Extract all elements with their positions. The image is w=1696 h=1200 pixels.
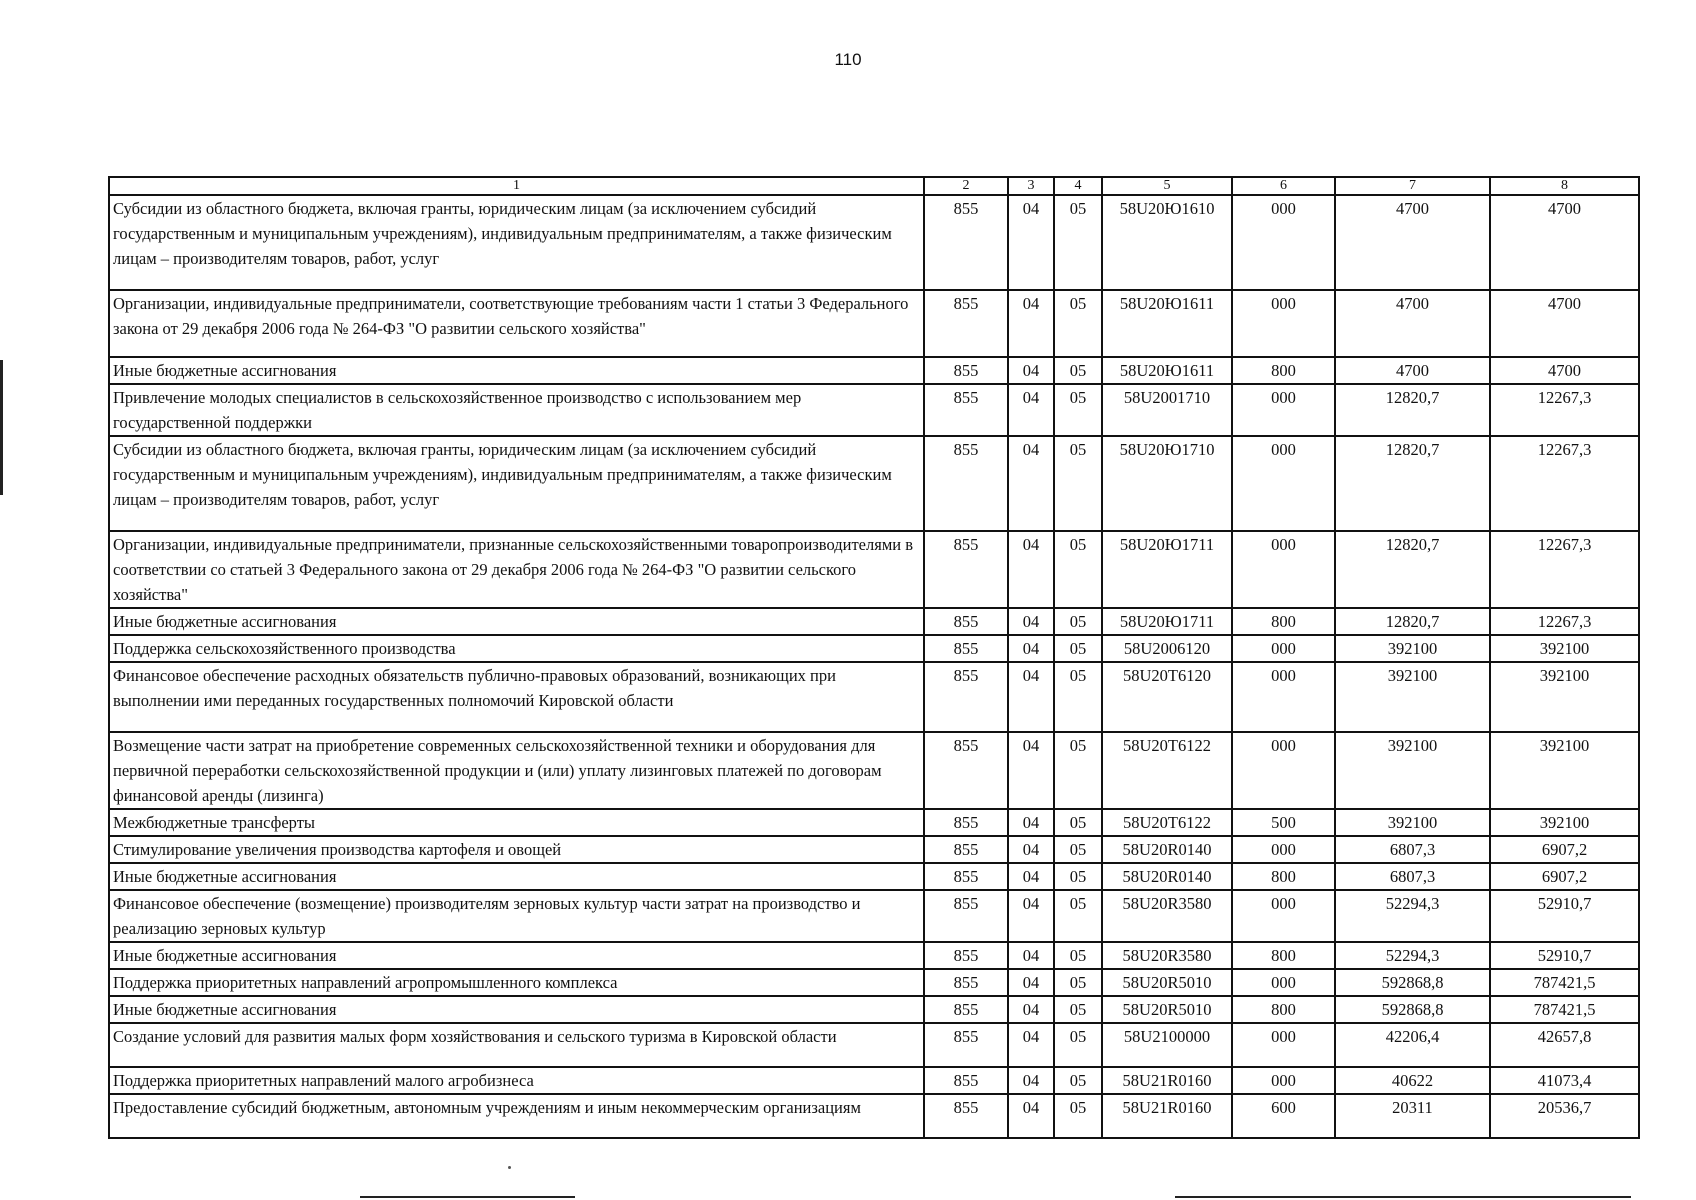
amount-year-2: 41073,4 xyxy=(1490,1067,1639,1094)
amount-year-1: 392100 xyxy=(1335,809,1490,836)
amount-year-1: 4700 xyxy=(1335,290,1490,357)
expense-type-code: 000 xyxy=(1232,1067,1335,1094)
expense-type-code: 800 xyxy=(1232,357,1335,384)
subsection-code: 05 xyxy=(1054,996,1102,1023)
subsection-code: 05 xyxy=(1054,836,1102,863)
row-name: Возмещение части затрат на приобретение современных сельскохозяйственной техники и оборудования для первичной переработки сельскохозяйственной продукции и (или) уплату лизинговых платежей по договорам финансовой аренды (лизинга) xyxy=(109,732,924,809)
table-row xyxy=(109,732,1639,809)
target-article-code: 58U20R5010 xyxy=(1102,996,1232,1023)
table-row xyxy=(109,1023,1639,1067)
ministry-code: 855 xyxy=(924,836,1008,863)
expense-type-code: 000 xyxy=(1232,635,1335,662)
subsection-code: 05 xyxy=(1054,969,1102,996)
expense-type-code: 000 xyxy=(1232,969,1335,996)
row-name: Иные бюджетные ассигнования xyxy=(109,996,924,1023)
amount-year-1: 6807,3 xyxy=(1335,863,1490,890)
ministry-code: 855 xyxy=(924,635,1008,662)
amount-year-1: 12820,7 xyxy=(1335,608,1490,635)
table-row xyxy=(109,662,1639,732)
column-header: 5 xyxy=(1102,177,1232,195)
table-row xyxy=(109,608,1639,635)
amount-year-2: 12267,3 xyxy=(1490,531,1639,608)
table-row xyxy=(109,1067,1639,1094)
amount-year-1: 392100 xyxy=(1335,662,1490,732)
amount-year-2: 4700 xyxy=(1490,195,1639,290)
ministry-code: 855 xyxy=(924,969,1008,996)
amount-year-2: 392100 xyxy=(1490,635,1639,662)
section-code: 04 xyxy=(1008,809,1054,836)
ministry-code: 855 xyxy=(924,1067,1008,1094)
section-code: 04 xyxy=(1008,531,1054,608)
target-article-code: 58U20R0140 xyxy=(1102,836,1232,863)
target-article-code: 58U20Ю1611 xyxy=(1102,290,1232,357)
column-header: 1 xyxy=(109,177,924,195)
section-code: 04 xyxy=(1008,436,1054,531)
amount-year-1: 52294,3 xyxy=(1335,890,1490,942)
ministry-code: 855 xyxy=(924,996,1008,1023)
amount-year-2: 12267,3 xyxy=(1490,384,1639,436)
row-name: Стимулирование увеличения производства картофеля и овощей xyxy=(109,836,924,863)
section-code: 04 xyxy=(1008,863,1054,890)
amount-year-2: 20536,7 xyxy=(1490,1094,1639,1138)
expense-type-code: 000 xyxy=(1232,732,1335,809)
row-name: Иные бюджетные ассигнования xyxy=(109,863,924,890)
expense-type-code: 000 xyxy=(1232,836,1335,863)
ministry-code: 855 xyxy=(924,531,1008,608)
row-name: Иные бюджетные ассигнования xyxy=(109,357,924,384)
expense-type-code: 800 xyxy=(1232,608,1335,635)
table-row xyxy=(109,635,1639,662)
ministry-code: 855 xyxy=(924,608,1008,635)
subsection-code: 05 xyxy=(1054,732,1102,809)
section-code: 04 xyxy=(1008,608,1054,635)
expense-type-code: 000 xyxy=(1232,531,1335,608)
column-header: 8 xyxy=(1490,177,1639,195)
amount-year-1: 392100 xyxy=(1335,635,1490,662)
amount-year-1: 4700 xyxy=(1335,195,1490,290)
expense-type-code: 000 xyxy=(1232,662,1335,732)
table-row xyxy=(109,436,1639,531)
row-name: Субсидии из областного бюджета, включая гранты, юридическим лицам (за исключением субсидий государственным и муниципальным учреждениям), индивидуальным предпринимателям, а также физическим лицам – производителям товаров, работ, услуг xyxy=(109,436,924,531)
table-row xyxy=(109,290,1639,357)
expense-type-code: 000 xyxy=(1232,384,1335,436)
table-row xyxy=(109,1094,1639,1138)
section-code: 04 xyxy=(1008,732,1054,809)
amount-year-1: 592868,8 xyxy=(1335,969,1490,996)
target-article-code: 58U20Ю1711 xyxy=(1102,531,1232,608)
ministry-code: 855 xyxy=(924,436,1008,531)
expense-type-code: 000 xyxy=(1232,195,1335,290)
row-name: Привлечение молодых специалистов в сельскохозяйственное производство с использованием мер государственной поддержки xyxy=(109,384,924,436)
amount-year-1: 40622 xyxy=(1335,1067,1490,1094)
amount-year-2: 6907,2 xyxy=(1490,863,1639,890)
ministry-code: 855 xyxy=(924,1094,1008,1138)
row-name: Поддержка приоритетных направлений агропромышленного комплекса xyxy=(109,969,924,996)
target-article-code: 58U20Т6122 xyxy=(1102,809,1232,836)
ministry-code: 855 xyxy=(924,890,1008,942)
expense-type-code: 000 xyxy=(1232,436,1335,531)
target-article-code: 58U2100000 xyxy=(1102,1023,1232,1067)
row-name: Финансовое обеспечение (возмещение) производителям зерновых культур части затрат на производство и реализацию зерновых культур xyxy=(109,890,924,942)
amount-year-2: 392100 xyxy=(1490,662,1639,732)
subsection-code: 05 xyxy=(1054,195,1102,290)
row-name: Иные бюджетные ассигнования xyxy=(109,608,924,635)
amount-year-1: 6807,3 xyxy=(1335,836,1490,863)
section-code: 04 xyxy=(1008,836,1054,863)
amount-year-2: 42657,8 xyxy=(1490,1023,1639,1067)
table-row xyxy=(109,863,1639,890)
target-article-code: 58U20Т6122 xyxy=(1102,732,1232,809)
column-header-row xyxy=(109,177,1639,195)
amount-year-1: 42206,4 xyxy=(1335,1023,1490,1067)
target-article-code: 58U20R0140 xyxy=(1102,863,1232,890)
target-article-code: 58U20Ю1610 xyxy=(1102,195,1232,290)
expense-type-code: 800 xyxy=(1232,863,1335,890)
amount-year-2: 4700 xyxy=(1490,290,1639,357)
amount-year-2: 12267,3 xyxy=(1490,608,1639,635)
table-row xyxy=(109,996,1639,1023)
amount-year-1: 20311 xyxy=(1335,1094,1490,1138)
expense-type-code: 600 xyxy=(1232,1094,1335,1138)
subsection-code: 05 xyxy=(1054,635,1102,662)
ministry-code: 855 xyxy=(924,357,1008,384)
table-row xyxy=(109,809,1639,836)
budget-table xyxy=(108,176,1640,1139)
row-name: Финансовое обеспечение расходных обязательств публично-правовых образований, возникающих при выполнении ими переданных государственных полномочий Кировской области xyxy=(109,662,924,732)
expense-type-code: 800 xyxy=(1232,996,1335,1023)
amount-year-1: 12820,7 xyxy=(1335,436,1490,531)
row-name: Иные бюджетные ассигнования xyxy=(109,942,924,969)
ministry-code: 855 xyxy=(924,863,1008,890)
ministry-code: 855 xyxy=(924,732,1008,809)
ministry-code: 855 xyxy=(924,195,1008,290)
target-article-code: 58U20R3580 xyxy=(1102,890,1232,942)
subsection-code: 05 xyxy=(1054,1023,1102,1067)
table-row xyxy=(109,836,1639,863)
ministry-code: 855 xyxy=(924,809,1008,836)
table-row xyxy=(109,357,1639,384)
subsection-code: 05 xyxy=(1054,662,1102,732)
scan-speck xyxy=(508,1166,511,1169)
section-code: 04 xyxy=(1008,942,1054,969)
ministry-code: 855 xyxy=(924,384,1008,436)
column-header: 3 xyxy=(1008,177,1054,195)
expense-type-code: 000 xyxy=(1232,290,1335,357)
section-code: 04 xyxy=(1008,996,1054,1023)
row-name: Поддержка сельскохозяйственного производства xyxy=(109,635,924,662)
section-code: 04 xyxy=(1008,662,1054,732)
subsection-code: 05 xyxy=(1054,290,1102,357)
table-row xyxy=(109,531,1639,608)
row-name: Субсидии из областного бюджета, включая гранты, юридическим лицам (за исключением субсидий государственным и муниципальным учреждениям), индивидуальным предпринимателям, а также физическим лицам – производителям товаров, работ, услуг xyxy=(109,195,924,290)
amount-year-2: 392100 xyxy=(1490,732,1639,809)
target-article-code: 58U20Ю1711 xyxy=(1102,608,1232,635)
amount-year-1: 392100 xyxy=(1335,732,1490,809)
section-code: 04 xyxy=(1008,195,1054,290)
row-name: Межбюджетные трансферты xyxy=(109,809,924,836)
amount-year-1: 12820,7 xyxy=(1335,384,1490,436)
subsection-code: 05 xyxy=(1054,863,1102,890)
amount-year-2: 52910,7 xyxy=(1490,890,1639,942)
table-row xyxy=(109,942,1639,969)
expense-type-code: 800 xyxy=(1232,942,1335,969)
subsection-code: 05 xyxy=(1054,809,1102,836)
target-article-code: 58U20Ю1710 xyxy=(1102,436,1232,531)
column-header: 4 xyxy=(1054,177,1102,195)
subsection-code: 05 xyxy=(1054,531,1102,608)
target-article-code: 58U20R3580 xyxy=(1102,942,1232,969)
ministry-code: 855 xyxy=(924,290,1008,357)
row-name: Поддержка приоритетных направлений малого агробизнеса xyxy=(109,1067,924,1094)
section-code: 04 xyxy=(1008,1067,1054,1094)
expense-type-code: 000 xyxy=(1232,890,1335,942)
amount-year-2: 787421,5 xyxy=(1490,996,1639,1023)
target-article-code: 58U21R0160 xyxy=(1102,1094,1232,1138)
target-article-code: 58U20Ю1611 xyxy=(1102,357,1232,384)
row-name: Организации, индивидуальные предприниматели, признанные сельскохозяйственными товаропроизводителями в соответствии со статьей 3 Федерального закона от 29 декабря 2006 года № 264-ФЗ "О развитии сельского хозяйства" xyxy=(109,531,924,608)
table-row xyxy=(109,384,1639,436)
amount-year-1: 592868,8 xyxy=(1335,996,1490,1023)
section-code: 04 xyxy=(1008,1094,1054,1138)
column-header: 6 xyxy=(1232,177,1335,195)
subsection-code: 05 xyxy=(1054,890,1102,942)
subsection-code: 05 xyxy=(1054,1067,1102,1094)
section-code: 04 xyxy=(1008,890,1054,942)
target-article-code: 58U2001710 xyxy=(1102,384,1232,436)
row-name: Предоставление субсидий бюджетным, автономным учреждениям и иным некоммерческим организациям xyxy=(109,1094,924,1138)
ministry-code: 855 xyxy=(924,662,1008,732)
section-code: 04 xyxy=(1008,357,1054,384)
amount-year-1: 4700 xyxy=(1335,357,1490,384)
amount-year-2: 12267,3 xyxy=(1490,436,1639,531)
amount-year-2: 6907,2 xyxy=(1490,836,1639,863)
row-name: Создание условий для развития малых форм хозяйствования и сельского туризма в Кировской области xyxy=(109,1023,924,1067)
subsection-code: 05 xyxy=(1054,436,1102,531)
subsection-code: 05 xyxy=(1054,384,1102,436)
subsection-code: 05 xyxy=(1054,1094,1102,1138)
table-row xyxy=(109,890,1639,942)
amount-year-2: 392100 xyxy=(1490,809,1639,836)
target-article-code: 58U21R0160 xyxy=(1102,1067,1232,1094)
bottom-rule-right xyxy=(1175,1196,1631,1198)
ministry-code: 855 xyxy=(924,1023,1008,1067)
column-header: 7 xyxy=(1335,177,1490,195)
table-row xyxy=(109,969,1639,996)
scan-edge-mark xyxy=(0,360,3,495)
target-article-code: 58U20R5010 xyxy=(1102,969,1232,996)
expense-type-code: 000 xyxy=(1232,1023,1335,1067)
subsection-code: 05 xyxy=(1054,608,1102,635)
table-row xyxy=(109,195,1639,290)
expense-type-code: 500 xyxy=(1232,809,1335,836)
section-code: 04 xyxy=(1008,290,1054,357)
target-article-code: 58U2006120 xyxy=(1102,635,1232,662)
section-code: 04 xyxy=(1008,1023,1054,1067)
section-code: 04 xyxy=(1008,635,1054,662)
section-code: 04 xyxy=(1008,384,1054,436)
amount-year-2: 4700 xyxy=(1490,357,1639,384)
amount-year-1: 52294,3 xyxy=(1335,942,1490,969)
bottom-rule-left xyxy=(360,1196,575,1198)
amount-year-2: 787421,5 xyxy=(1490,969,1639,996)
subsection-code: 05 xyxy=(1054,942,1102,969)
ministry-code: 855 xyxy=(924,942,1008,969)
subsection-code: 05 xyxy=(1054,357,1102,384)
page-number: 110 xyxy=(834,50,862,69)
section-code: 04 xyxy=(1008,969,1054,996)
amount-year-1: 12820,7 xyxy=(1335,531,1490,608)
amount-year-2: 52910,7 xyxy=(1490,942,1639,969)
target-article-code: 58U20Т6120 xyxy=(1102,662,1232,732)
column-header: 2 xyxy=(924,177,1008,195)
row-name: Организации, индивидуальные предприниматели, соответствующие требованиям части 1 статьи 3 Федерального закона от 29 декабря 2006 года № 264-ФЗ "О развитии сельского хозяйства" xyxy=(109,290,924,357)
